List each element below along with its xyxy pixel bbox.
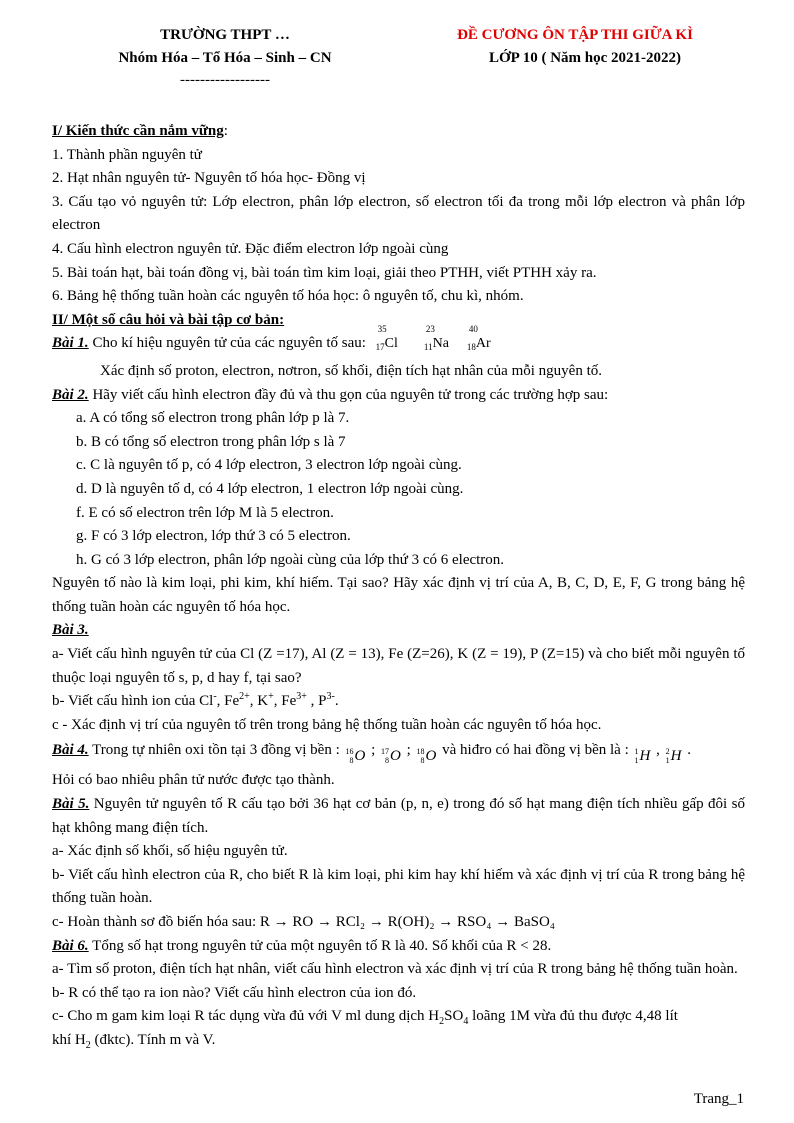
exercise-1-task: Xác định số proton, electron, nơtron, số khối, điện tích hạt nhân của mỗi nguyên tố. [100,362,602,379]
exercise-5: Bài 5. Nguyên tử nguyên tố R cấu tạo bởi 36 hạt cơ bản (p, n, e) trong đó số hạt mang điện tích nhiều gấp đôi số hạt không mang điện tích. [52,796,745,836]
exercise-label: Bài 1. [52,335,89,352]
exercise-2-item: b. B có tổng số electron trong phân lớp s là 7 [76,433,346,450]
exercise-3-part-b: b- Viết cấu hình ion của Cl-, $Fe^{2+}$, K+, $Fe^{3+}$ , $P^{3-}$. [52,691,339,710]
class-year: LỚP 10 ( Năm học 2021-2022) [488,50,682,66]
exercise-2-item: f. E có số electron trên lớp M là 5 electron. [76,504,334,521]
exercise-label: Bài 4. [52,742,89,759]
knowledge-item: 3. Cấu tạo vỏ nguyên tử: Lớp electron, phân lớp electron, số electron tối đa trong mỗi lớp electron và phân lớp electron [52,193,745,234]
document-title: ĐỀ CƯƠNG ÔN TẬP THI GIỮA KÌ [457,27,693,43]
exercise-6-part-c: c- Cho m gam kim loại R tác dụng vừa đủ với V ml dung dịch $H_2SO_4$ loãng 1M vừa đủ thu được 4,48 lít [52,1008,678,1028]
exercise-2-item: a. A có tổng số electron trong phân lớp p là 7. [76,410,350,427]
exercise-6-part-b: b- R có thể tạo ra ion nào? Viết cấu hình electron của ion đó. [52,984,417,1001]
isotope-symbol: 35 $_{17}$Cl [375,324,398,353]
exercise-4-question: Hỏi có bao nhiêu phân tử nước được tạo thành. [52,772,335,789]
exercise-6-part-c-cont: khí $H_2$ (đktc). Tính m và V. [52,1031,216,1051]
exercise-3-part-c: c - Xác định vị trí của nguyên tố trên trong bảng hệ thống tuần hoàn các nguyên tố hóa học. [52,716,602,733]
exercise-6: Bài 6. Tổng số hạt trong nguyên tử của một nguyên tố R là 40. Số khối của R < 28. [52,937,552,954]
exercise-2-question: Nguyên tố nào là kim loại, phi kim, khí hiếm. Tại sao? Hãy xác định vị trí của A, B, C, D, E, F, G trong bảng hệ thống tuần hoàn các nguyên tố hóa học. [52,575,745,615]
isotope-symbol: 17 8 O [381,747,401,766]
exercise-2: Bài 2. Hãy viết cấu hình electron đầy đủ và thu gọn của nguyên tử trong các trường hợp sau: [52,386,609,403]
exercise-4: Bài 4. Trong tự nhiên oxi tồn tại 3 đồng vị bền : 16 8 O ; 17 8 O ; 18 8 O và hiđro có hai đồng vị bền là : 1 1 H , 2 1 H . [52,737,745,769]
isotope-symbol: 1 1 H [634,747,651,766]
exercise-label: Bài 5. [52,796,90,813]
school-name: TRƯỜNG THPT … [160,27,290,43]
isotope-symbol: 2 1 H [665,747,682,766]
exercise-2-item: h. G có 3 lớp electron, phân lớp ngoài cùng của lớp thứ 3 có 6 electron. [76,551,505,568]
knowledge-item: 4. Cấu hình electron nguyên tử. Đặc điểm electron lớp ngoài cùng [52,240,449,257]
header-divider: ------------------ [180,72,270,88]
section-2-heading: II/ Một số câu hỏi và bài tập cơ bản: [52,311,285,328]
section-1-heading: I/ Kiến thức cần nắm vững: [52,123,228,139]
exercise-5-part-a: a- Xác định số khối, số hiệu nguyên tử. [52,843,288,860]
exercise-1: Bài 1. Cho kí hiệu nguyên tử của các nguyên tố sau: 35 $_{17}$Cl 23 $_{11}$Na 40 $_{18}$Ar [52,332,745,360]
isotope-symbol: 23 $_{11}$Na [423,324,449,353]
exercise-label: Bài 2. [52,386,89,403]
isotope-symbol: 16 8 O [345,747,366,766]
knowledge-item: 2. Hạt nhân nguyên tử- Nguyên tố hóa học- Đồng vị [52,170,366,187]
exercise-3-label: Bài 3. [52,622,89,639]
exercise-label: Bài 6. [52,937,89,954]
isotope-symbol: 40 $_{18}$Ar [466,324,491,353]
ion-formula: Cl-, [199,691,225,710]
isotope-symbol: 18 8 O [416,747,437,766]
exercise-2-item: d. D là nguyên tố d, có 4 lớp electron, 1 electron lớp ngoài cùng. [76,480,464,497]
exercise-6-part-a: a- Tìm số proton, điện tích hạt nhân, viết cấu hình electron và xác định vị trí của R trong bảng hệ thống tuần hoàn. [52,961,738,978]
knowledge-item: 1. Thành phần nguyên tử [52,146,202,163]
exercise-2-item: c. C là nguyên tố p, có 4 lớp electron, 3 electron lớp ngoài cùng. [76,457,462,474]
document-body [52,120,745,1053]
department-name: Nhóm Hóa – Tổ Hóa – Sinh – CN [118,50,332,66]
page-number: Trang_1 [693,1091,744,1107]
ion-formula: $Fe^{2+}$, [224,691,258,710]
exercise-5-part-c: c- Hoàn thành sơ đồ biến hóa sau: R → RO → RCl₂ → R(OH)₂ → RSO₄ → BaSO₄ [52,914,556,930]
exercise-2-item: g. F có 3 lớp electron, lớp thứ 3 có 5 electron. [76,528,351,545]
ion-formula: $Fe^{3+}$ , [281,691,319,710]
ion-formula: $P^{3-}$. [318,691,339,710]
exercise-3-part-a: a- Viết cấu hình nguyên tử của Cl (Z =17), Al (Z = 13), Fe (Z=26), K (Z = 19), P (Z=15) và cho biết mỗi nguyên tố thuộc loại nguyên tố s, p, d hay f, tại sao? [52,646,745,686]
ion-formula: K+, [257,691,282,710]
exercise-5-part-b: b- Viết cấu hình electron của R, cho biết R là kim loại, phi kim hay khí hiếm và xác định vị trí của R trong bảng hệ thống tuần hoàn. [52,866,745,907]
knowledge-item: 6. Bảng hệ thống tuần hoàn các nguyên tố hóa học: ô nguyên tố, chu kì, nhóm. [52,288,524,305]
knowledge-item: 5. Bài toán hạt, bài toán đồng vị, bài toán tìm kim loại, giải theo PTHH, viết PTHH xảy ra. [52,264,597,281]
